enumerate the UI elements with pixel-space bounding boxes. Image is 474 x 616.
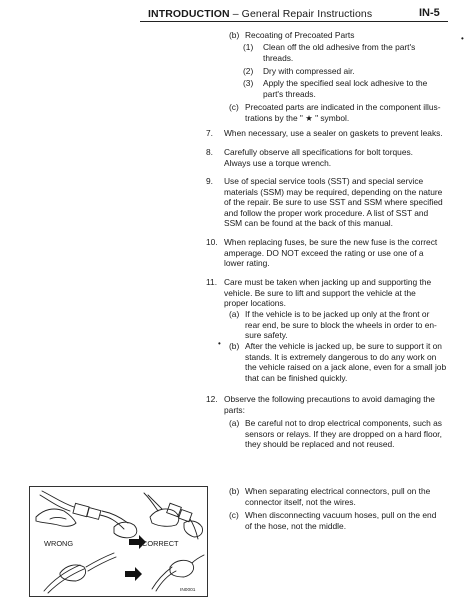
top-b-text (245, 30, 354, 41)
sub-item-text (263, 42, 415, 63)
text-line: Precoated parts are indicated in the component illus- (245, 102, 441, 112)
wire (144, 493, 158, 511)
sub-item-text (263, 78, 427, 99)
connector-body (73, 503, 89, 516)
hand-outline (60, 565, 86, 581)
sub-item-number: (1) (243, 42, 254, 52)
item-number: 11. (206, 277, 218, 287)
text-line: Be careful not to drop electrical components, such as (245, 418, 442, 428)
sub-item-number: (3) (243, 78, 254, 88)
text-line: of the hose, not the middle. (245, 520, 347, 531)
text-line: After the vehicle is jacked up, be sure to support it on (245, 341, 442, 351)
top-b-label: (b) (229, 30, 240, 40)
hand-outline (114, 522, 137, 538)
sub-item-text (245, 510, 436, 531)
top-b-heading: Recoating of Precoated Parts (245, 30, 355, 40)
text-line: Carefully observe all specifications for bolt torques. (224, 147, 413, 157)
item-number: 8. (206, 147, 213, 157)
wire (100, 515, 124, 529)
top-c-label: (c) (229, 102, 239, 112)
hand-outline (50, 518, 66, 520)
text-line: When replacing fuses, be sure the new fuse is the correct (224, 237, 438, 247)
sub-item-text (263, 66, 355, 77)
hand-outline (170, 560, 194, 577)
page-header (0, 0, 474, 26)
label-correct: CORRECT (142, 539, 179, 548)
sub-item-label: (a) (229, 418, 240, 428)
connector-body (87, 508, 101, 520)
item-text (224, 147, 413, 168)
sub-item-label: (c) (229, 510, 239, 520)
text-line: When necessary, use a sealer on gaskets to prevent leaks. (224, 128, 443, 138)
item-text (224, 394, 435, 415)
text-line: part's threads. (263, 88, 316, 99)
text-line: Observe the following precautions to avoid damaging the (224, 394, 435, 404)
connector-body (167, 503, 182, 517)
hose-line (152, 567, 172, 589)
text-line: When disconnecting vacuum hoses, pull on the end (245, 510, 437, 520)
text-line: of the repair. Be sure to use SST and SSM where specified (224, 197, 443, 208)
text-line: and follow the proper work procedure. A list of SST and (224, 207, 429, 218)
header-rule (140, 21, 448, 22)
text-line: SSM can be found at the back of this manual. (224, 218, 393, 229)
text-line: Care must be taken when jacking up and supporting the (224, 277, 432, 287)
header-title-section: INTRODUCTION (148, 8, 230, 20)
arrow-right-icon (125, 567, 142, 581)
text-line: rear end, be sure to block the wheels in order to en- (245, 319, 437, 330)
item-number: 9. (206, 176, 213, 186)
figure-code: IN0001 (180, 588, 196, 593)
sub-item-text (245, 418, 442, 450)
text-line: parts: (224, 404, 245, 415)
text-line: Apply the specified seal lock adhesive to the (263, 78, 428, 88)
bullet-dot: • (461, 34, 464, 43)
text-line: connector itself, not the wires. (245, 496, 356, 507)
hose-line (88, 557, 116, 571)
page-number: IN-5 (419, 7, 440, 19)
sub-item-label: (b) (229, 341, 240, 351)
text-line: Dry with compressed air. (263, 66, 355, 76)
connector-body (179, 510, 192, 522)
hose-line (156, 571, 176, 591)
text-line: Always use a torque wrench. (224, 157, 332, 168)
item-text (224, 237, 437, 269)
text-line: sensors or relays. If they are dropped on a hard floor, (245, 428, 442, 439)
text-line: Use of special service tools (SST) and special service (224, 176, 424, 186)
hand-outline (150, 509, 179, 526)
item-text (224, 128, 443, 139)
text-line: trations by the " ★ " symbol. (245, 112, 350, 123)
text-line: they should be replaced and not reused. (245, 439, 395, 450)
text-line: materials (SSM) may be required, depending on the nature (224, 186, 443, 197)
sub-item-text (245, 341, 446, 383)
text-line: When separating electrical connectors, pull on the (245, 486, 431, 496)
text-line: sure safety. (245, 330, 288, 341)
item-text (224, 277, 431, 309)
text-line: vehicle. Be sure to lift and support the vehicle at the (224, 287, 416, 298)
bullet-dot: • (218, 339, 221, 348)
sub-item-text (245, 309, 437, 341)
item-number: 7. (206, 128, 213, 138)
hose-line (192, 555, 204, 563)
text-line: Clean off the old adhesive from the part's (263, 42, 416, 52)
text-line: stands. It is extremely dangerous to do any work on (245, 351, 437, 362)
header-title-subsection: – General Repair Instructions (229, 8, 373, 20)
text-line: threads. (263, 52, 294, 63)
sub-item-number: (2) (243, 66, 254, 76)
sub-item-label: (a) (229, 309, 240, 319)
text-line: If the vehicle is to be jacked up only at the front or (245, 309, 430, 319)
sub-item-text (245, 486, 430, 507)
text-line: the vehicle raised on a jack alone, even for a small job (245, 362, 447, 373)
connector-illustration (29, 486, 208, 597)
top-c-text (245, 102, 441, 123)
header-title (148, 8, 372, 20)
text-line: amperage. DO NOT exceed the rating or use one of a (224, 247, 424, 258)
hand-outline (184, 521, 203, 537)
item-number: 12. (206, 394, 218, 404)
sub-item-label: (b) (229, 486, 240, 496)
text-line: proper locations. (224, 298, 286, 309)
text-line: that can be finished quickly. (245, 372, 348, 383)
text-line: lower rating. (224, 258, 270, 269)
item-number: 10. (206, 237, 218, 247)
label-wrong: WRONG (44, 539, 74, 548)
item-text (224, 176, 443, 229)
